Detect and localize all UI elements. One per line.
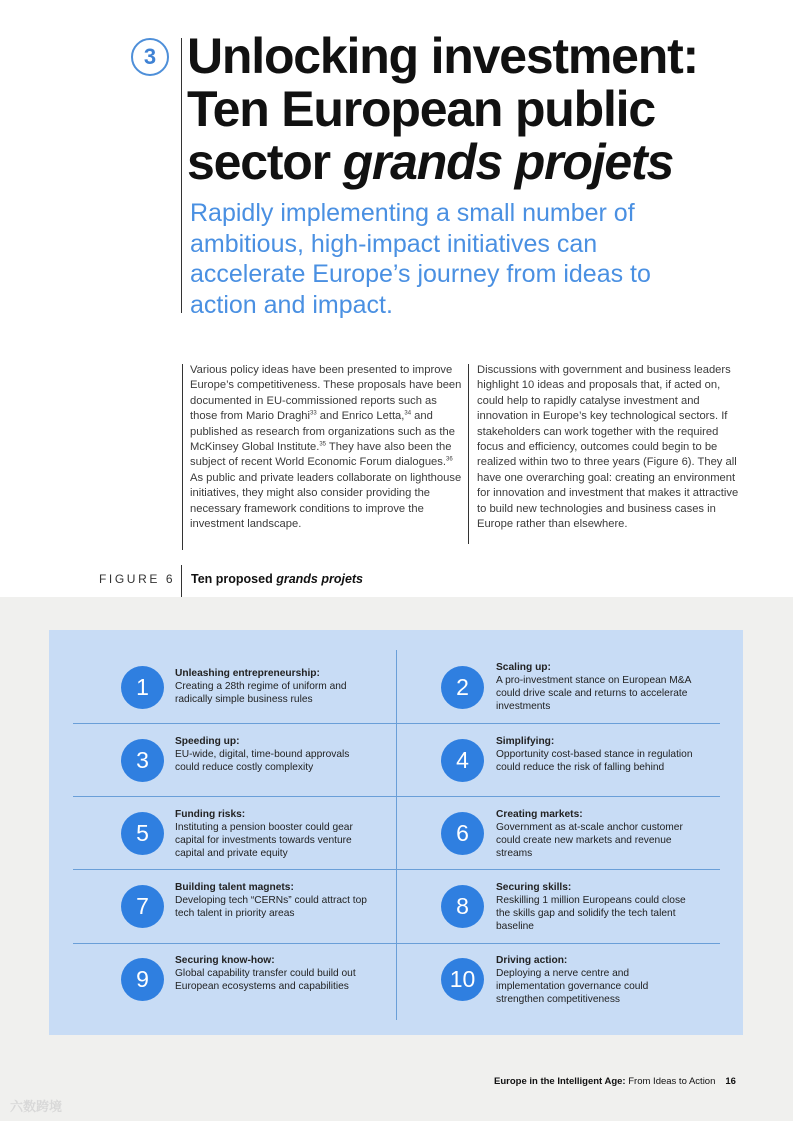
col2-divider [468,364,469,544]
col1-text-2: and Enrico Letta, [316,410,405,423]
grid-row-divider [73,943,720,944]
project-heading: Simplifying: [496,736,555,747]
project-description: Opportunity cost-based stance in regulation could reduce the risk of falling behind [496,748,693,773]
col1-divider [182,364,183,550]
grid-row-divider [73,723,720,724]
body-column-2: Discussions with government and business leaders highlight 10 ideas and proposals that, if acted on, could help to rapidly catalyse investment and innovation in Europe’s key technological sectors. If stakeholders can work together with the required focus and efficiency, outcomes could begin to be realized within two to three years (Figure 6). They all have one overarching goal: creating an environment for innovation and investment that makes it attractive to build new technologies and business cases in Europe rather than elsewhere. [477,364,739,531]
project-description: Developing tech “CERNs” could attract top tech talent in priority areas [175,894,367,919]
project-item-5 [175,809,375,861]
footnote-ref: 36 [445,456,453,463]
project-description: Instituting a pension booster could gear capital for investments towards venture capital and private equity [175,821,353,859]
project-item-3 [175,736,375,775]
project-description: Reskilling 1 million Europeans could close the skills gap and solidify the tech talent baseline [496,894,686,932]
project-description: Creating a 28th regime of uniform and radically simple business rules [175,680,347,705]
title-line-2: Ten European public [187,81,655,137]
project-heading: Creating markets: [496,809,583,820]
project-heading: Securing know-how: [175,955,275,966]
project-item-4 [496,736,696,775]
footnote-ref: 34 [404,410,412,417]
col1-text-5: As public and private leaders collaborate on lighthouse initiatives, they might also consider providing the necessary framework conditions to improve the investment landscape. [190,471,462,531]
project-number-5: 5 [121,812,164,855]
project-number-4: 4 [441,739,484,782]
project-heading: Driving action: [496,955,568,966]
publication-title: Europe in the Intelligent Age: [494,1076,626,1087]
project-heading: Unleashing entrepreneurship: [175,668,320,679]
col1-text-4: They have also been the subject of recent World Economic Forum dialogues. [190,441,452,469]
project-item-10 [496,955,696,1007]
title-line-1: Unlocking investment: [187,28,698,84]
footnote-ref: 33 [310,410,317,417]
publication-subtitle: From Ideas to Action [625,1076,716,1087]
project-item-8 [496,882,696,934]
project-number-7: 7 [121,885,164,928]
project-heading: Securing skills: [496,882,572,893]
page-title [187,30,747,189]
project-number-3: 3 [121,739,164,782]
project-description: Government as at-scale anchor customer could create new markets and revenue streams [496,821,683,859]
watermark-logo: 六数跨境 [10,1099,63,1114]
page-subtitle: Rapidly implementing a small number of ambitious, high-impact initiatives can accelerate Europe’s journey from ideas to action and impact. [190,199,651,319]
project-description: A pro-investment stance on European M&A could drive scale and returns to accelerate investments [496,674,691,712]
project-heading: Building talent magnets: [175,882,294,893]
figure-title-italic: grands projets [276,572,364,586]
project-item-1 [175,668,375,707]
figure-title [191,572,363,586]
project-description: Global capability transfer could build out European ecosystems and capabilities [175,967,356,992]
footnote-ref: 35 [319,441,327,448]
project-heading: Funding risks: [175,809,246,820]
title-italic: grands projets [342,134,674,190]
title-line-3: sector [187,134,330,190]
project-number-10: 10 [441,958,484,1001]
project-number-1: 1 [121,666,164,709]
header-divider [181,38,182,313]
project-item-2 [496,662,696,714]
figure-label: FIGURE 6 [99,572,176,586]
page-footer [494,1076,736,1087]
grid-row-divider [73,869,720,870]
project-number-2: 2 [441,666,484,709]
chapter-number-badge: 3 [131,38,169,76]
project-description: Deploying a nerve centre and implementation governance could strengthen competitiveness [496,967,649,1005]
grid-vertical-divider [396,650,397,1020]
project-number-8: 8 [441,885,484,928]
project-number-6: 6 [441,812,484,855]
project-heading: Scaling up: [496,662,551,673]
page-number: 16 [725,1076,736,1087]
grid-row-divider [73,796,720,797]
body-column-1 [190,363,462,532]
col1-text-1: Various policy ideas have been presented to improve Europe’s competitiveness. These proposals have been documented in EU-commissioned reports such as those from Mario Draghi [190,364,462,423]
figure-divider [181,565,182,597]
project-heading: Speeding up: [175,736,240,747]
project-item-9 [175,955,375,994]
project-number-9: 9 [121,958,164,1001]
project-description: EU-wide, digital, time-bound approvals could reduce costly complexity [175,748,350,773]
project-item-7 [175,882,375,921]
figure-title-prefix: Ten proposed [191,572,277,586]
project-item-6 [496,809,696,861]
col1-text-3: and published as research from organizations such as the McKinsey Global Institute. [190,410,455,454]
